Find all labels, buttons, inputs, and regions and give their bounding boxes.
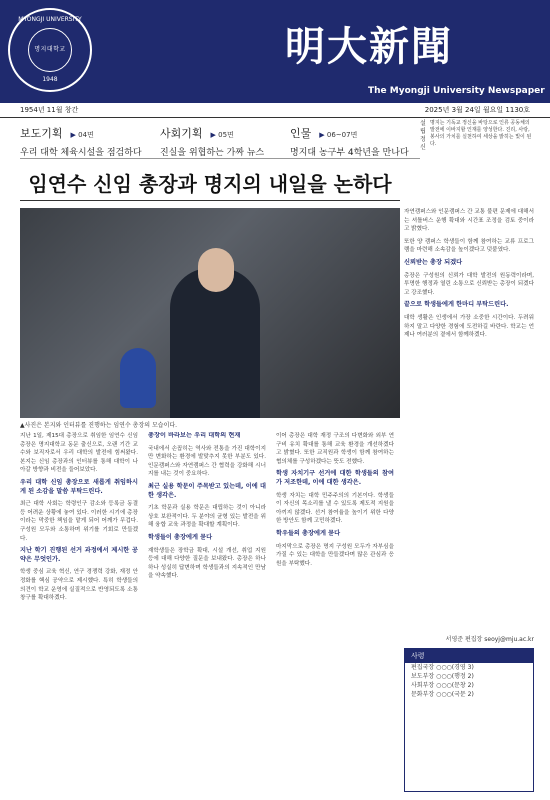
toc-item[interactable] [290,122,409,158]
toc-section: 인물 [290,127,312,140]
toc-section: 사회기획 [160,127,203,140]
motto-label: 설립정신 [420,120,426,151]
newspaper-logo: 明大新聞 [285,23,453,70]
interview-photo [20,208,400,418]
toc-item[interactable] [160,122,264,158]
article-paragraph: 최근 대학 사회는 학령인구 감소와 등록금 동결 등 어려운 상황에 놓여 있다. 이러한 시기에 총장이라는 막중한 책임을 맡게 되어 어깨가 무겁다. 구성원 모두와 소통하며 위기를 기회로 만들겠다. [20,501,138,542]
university-seal-icon [8,8,92,92]
article-column-3 [276,432,394,792]
toc-section: 보도기획 [20,127,63,140]
article-paragraph: 자연캠퍼스와 인문캠퍼스 간 교통 불편 문제에 대해서는 셔틀버스 운행 확대와 시간표 조정을 검토 중이라고 밝혔다. [404,209,534,233]
article-subheading: 총장이 바라보는 우리 대학의 현재 [148,432,241,439]
byline: 서영준 편집장 seoyj@mju.ac.kr [445,636,534,643]
staff-row: 보도부장 ○○○(행정 2) [411,673,474,680]
toc-item[interactable] [20,122,142,158]
article-paragraph: 기초 학문과 실용 학문은 대립하는 것이 아니라 상호 보완적이다. 두 분야의 균형 있는 발전을 위해 융합 교육 과정을 확대할 계획이다. [148,505,266,529]
president-face [198,248,234,292]
masthead [0,0,550,103]
article-paragraph: 학생 자치는 대학 민주주의의 기본이다. 학생들이 자신의 목소리를 낼 수 있도록 제도적 지원을 아끼지 않겠다. 선거 참여율을 높이기 위한 다양한 방안도 함께 고민하겠다. [276,492,394,525]
article-column-1 [20,432,138,792]
article-paragraph: 국내에서 손꼽히는 역사와 전통을 가진 대학이지만 변화하는 환경에 발맞추지 못한 부분도 있다. 인문캠퍼스와 자연캠퍼스 간 협력을 강화해 시너지를 내는 것이 중요하다. [148,445,266,478]
mascot-figure [120,348,156,408]
article-paragraph: 학생 중심 교육 혁신, 연구 경쟁력 강화, 재정 안정화를 핵심 공약으로 제시했다. 특히 학생들의 의견이 학교 운영에 실질적으로 반영되도록 소통 창구를 확대하겠다. [20,569,138,602]
article-paragraph: 지난 1일, 제15대 총장으로 취임한 임연수 신임 총장은 명지대학교 동문 출신으로, 오랜 기간 교수와 보직자로서 우리 대학의 발전에 힘써왔다. 본지는 신임 총장과의 인터뷰를 통해 대학이 나아갈 방향과 비전을 들어보았다. [20,433,138,474]
article-subheading: 신뢰받는 총장 되겠다 [404,258,463,266]
article-subheading: 최근 실용 학문이 주목받고 있는데, 이에 대한 생각은. [148,482,266,499]
toc-page: ▶ 06~07면 [319,131,358,139]
article-subheading: 학생들이 총장에게 묻다 [148,533,213,541]
seal-center-text: 명지대학교 [34,46,66,53]
staff-row: 사회부장 ○○○(문창 2) [411,682,474,689]
toc-page: ▶ 05면 [210,131,234,139]
article-column-4 [404,208,534,628]
article-subheading: 우리 대학 신임 총장으로 새롭게 취임하시게 된 소감을 말씀 부탁드린다. [20,478,138,495]
seal-top-text: MYONGJI UNIVERSITY [18,16,82,23]
article-subheading: 끝으로 학생들에게 한마디 부탁드린다. [404,301,509,309]
article-subheading: 학우들의 총장에게 묻다 [276,529,341,537]
founding-motto: 명지는 기독교 정신을 바탕으로 인류 공동체의 발전에 이바지할 인재를 양성한다. 진리, 사랑, 봉사의 가치를 실천하여 세상을 밝히는 빛이 된다. [430,120,532,147]
article-paragraph: 마지막으로 총장은 명지 구성원 모두가 자부심을 가질 수 있는 대학을 만들겠다며 많은 관심과 응원을 부탁했다. [276,543,394,567]
photo-caption: ▲사진은 본지와 인터뷰를 진행하는 임연수 총장의 모습이다. [20,422,178,429]
toc-page: ▶ 04면 [70,131,94,139]
founded-text: 1954년 11월 창간 [20,106,79,114]
article-subheading: 학생 자치기구 선거에 대한 학생들의 참여가 저조한데, 이에 대한 생각은. [276,470,394,486]
staff-row: 편집국장 ○○○(경영 3) [411,664,474,671]
article-column-2 [148,432,266,792]
table-of-contents [20,120,420,159]
article-subheading: 지난 학기 진행된 선거 과정에서 제시한 공약은 무엇인가. [20,547,138,563]
toc-headline: 진실을 위협하는 가짜 뉴스 [160,148,265,158]
article-paragraph: 대학 생활은 인생에서 가장 소중한 시간이다. 두려워하지 말고 다양한 경험에 도전하길 바란다. 학교는 언제나 여러분의 곁에서 함께하겠다. [404,314,534,339]
article-paragraph: 총장은 구성원의 신뢰가 대학 발전의 원동력이라며, 투명한 행정과 열린 소통으로 신뢰받는 총장이 되겠다고 강조했다. [404,272,534,296]
main-headline: 임연수 신임 총장과 명지의 내일을 논하다 [28,172,392,196]
staff-row: 문화부장 ○○○(국문 2) [411,691,474,698]
article-paragraph: 이어 총장은 대학 재정 구조의 다변화와 외부 연구비 유치 확대를 통해 교육 환경을 개선하겠다고 밝혔다. 또한 교직원과 학생이 함께 참여하는 협의체를 구성하겠다는 뜻도 전했다. [276,433,394,465]
article-paragraph: 또한 양 캠퍼스 학생들이 함께 참여하는 교류 프로그램을 마련해 소속감을 높이겠다고 덧붙였다. [404,238,534,254]
divider [20,200,400,201]
staff-box [404,648,534,792]
seal-bottom-text: 1948 [42,76,58,83]
issue-strip [0,103,550,118]
toc-headline: 명지대 농구부 4학년을 만나다 [290,148,409,158]
article-paragraph: 재학생들은 장학금 확대, 시설 개선, 취업 지원 등에 대해 다양한 질문을 보내왔다. 총장은 하나하나 성실히 답변하며 학생들과의 지속적인 만남을 약속했다. [148,547,266,580]
issue-date: 2025년 3월 24일 월요일 1130호 [424,106,530,114]
toc-headline: 우리 대학 체육시설을 점검하다 [20,148,142,158]
staff-box-title: 사령 [405,649,533,663]
english-title: The Myongji University Newspaper [368,86,545,96]
